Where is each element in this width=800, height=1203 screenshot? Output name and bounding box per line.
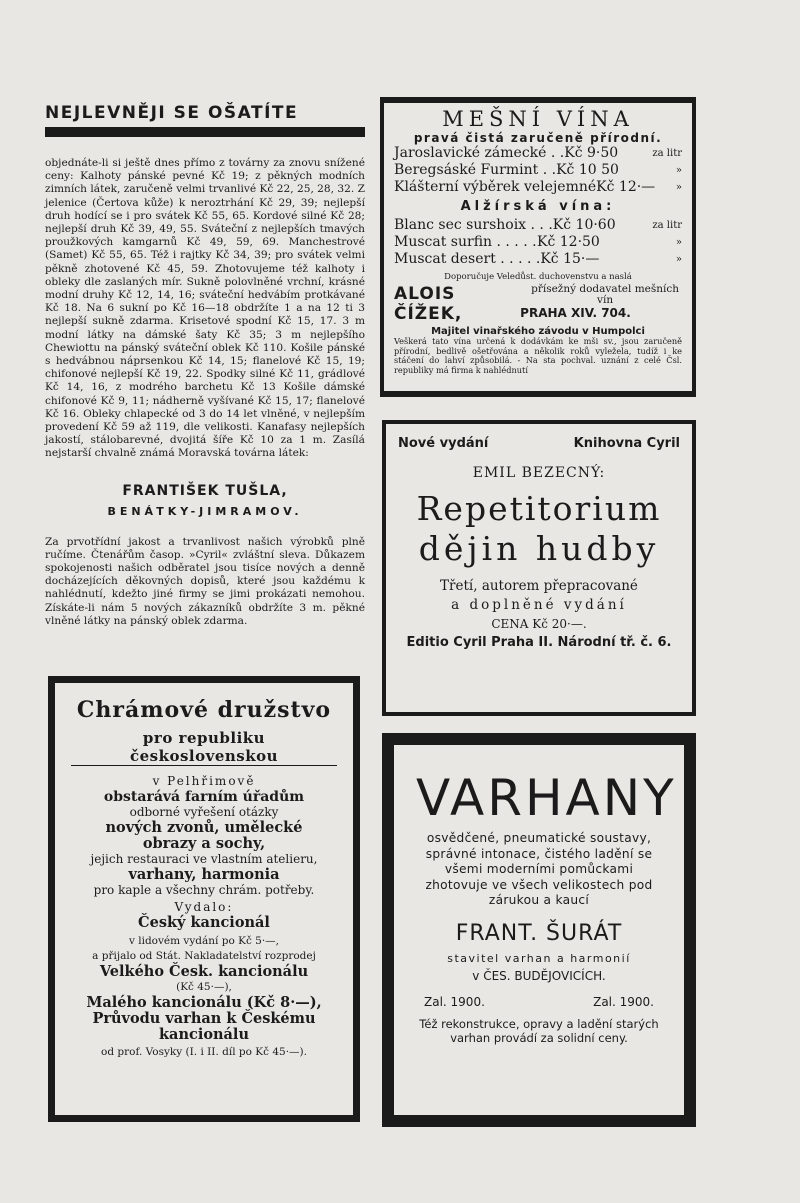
wine-title: MEŠNÍ VÍNA — [442, 107, 634, 131]
wine-city: PRAHA XIV. 704. — [520, 306, 631, 320]
wine-supplier: přísežný dodavatel mešních vín — [531, 283, 680, 306]
wine-seller-block — [394, 284, 682, 324]
church-line: jejich restauraci ve vlastním atelieru, — [90, 852, 318, 866]
church-line: v lidovém vydání po Kč 5·—, — [128, 935, 280, 947]
clothing-footer: Za prvotřídní jakost a trvanlivost našich výrobků plně ručíme. Čtenářům časop. »Cyril« zvláštní sleva. Důkazem spokojenosti našich odběratel jsou tisíce nových a denně docházejících děkovných dopisů, které jsou každému k nahlédnutí, kdežto jiné firmy se jimi prokázati nemohou. Získáte-li nám 5 nových zákazníků obdržíte 3 m. pěkné vlněné látky na pánský oblek zdarma. — [45, 535, 365, 627]
church-title: Chrámové družstvo — [76, 697, 332, 723]
wine-name: Muscat surfin . . . . . — [394, 234, 537, 250]
church-line: Malého kancionálu (Kč 8·—), — [86, 994, 322, 1011]
church-line: a přijalo od Stát. Nakladatelství rozprodej — [92, 950, 316, 962]
clothing-body: objednáte-li si ještě dnes přímo z továrny za znovu snížené ceny: Kalhoty pánské pevné Kč 19; z pěkných modních zimních látek, zaručeně velmi trvanlivé Kč 22, 25, 28, 32. Z jelenice (Čertova kůže) k neroztrhání Kč 29, 39; nejlepší druh hodící se i pro svátek Kč 55, 65. Kordové silné Kč 28; nejlepší druh Kč 39, 49, 55. Sváteční z nejlepších tmavých proužkových kamgarnů Kč 49, 59, 69. Manchestrové (Samet) Kč 55, 65. Též i rajtky Kč 34, 39; pro svátek velmi pěkně zhotovené Kč 45, 59. Zhotovujeme též kalhoty i obleky dle zaslaných mír. Sukně polovlněné vrchní, krásné modní druhy Kč 12, 14, 16; sváteční hedvábím protkávané Kč 18. Na 6 sukní po Kč 16—18 obdržíte 1 a na 12 ti 3 nejlepší sukně zdarma. Krisetové spodní Kč 15, 17. 3 m modní látky na dámské šaty Kč 35; 3 m nejlepšího Chewiottu na pánský sváteční oblek Kč 110. Košile pánské s hedvábnou náprsenkou Kč 14, 15; flanelové Kč 15, 19; chifonové nejlepší Kč 19, 22. Spodky silné Kč 11, grádlové Kč 14, 16, z modrého barchetu Kč 13 Košile dámské chifonové Kč 9, 11; nádherně vyšívané Kč 15, 17; flanelové Kč 16. Obleky chlapecké od 3 do 14 let vlněné, v nejlepším provedení Kč 59 až 119, dle velikosti. Kanafasy nejlepších jakostí, stálobarevné, dvojitá šíře Kč 10 za 1 m. Zasílá nejstarší chvalně známá Moravská továrna látek: — [45, 157, 365, 460]
wine-unit: za litr — [652, 148, 682, 159]
wine-unit: za litr — [652, 220, 682, 231]
heading-rule — [45, 127, 365, 137]
wine-row — [394, 162, 682, 179]
wine-owner: Majitel vinařského závodu v Humpolci — [431, 326, 645, 337]
wine-list-2 — [394, 217, 682, 268]
church-line: Průvodu varhan k Českému — [92, 1010, 316, 1027]
wine-name: Muscat desert . . . . . — [394, 251, 541, 267]
organ-place: v ČES. BUDĚJOVICÍCH. — [472, 968, 606, 983]
church-line: obstarává farním úřadům — [103, 789, 305, 805]
wine-unit: » — [675, 182, 682, 193]
founded-left: Zal. 1900. — [424, 994, 485, 1009]
organ-text-2: Též rekonstrukce, opravy a ladění starých varhan provádí za solidní ceny. — [419, 1016, 659, 1045]
church-line: pro kaple a všechny chrám. potřeby. — [93, 883, 315, 897]
church-subtitle: pro republiku československou — [71, 729, 337, 766]
wine-unit: » — [675, 237, 682, 248]
church-line: od prof. Vosyky (I. i II. díl po Kč 45·—). — [101, 1046, 307, 1058]
wine-unit: » — [675, 254, 682, 265]
wine-section-heading: Alžírská vína: — [460, 199, 616, 214]
organ-maker-name: FRANT. ŠURÁT — [455, 920, 623, 946]
organ-founded — [424, 995, 654, 1009]
book-author: EMIL BEZECNÝ: — [472, 465, 606, 481]
wine-seller-name: ALOIS ČÍŽEK, — [394, 284, 463, 324]
book-publisher: Editio Cyril Praha II. Národní tř. č. 6. — [406, 635, 672, 650]
clothing-ad — [45, 95, 365, 655]
book-edition-line1: Třetí, autorem přepracované — [440, 578, 638, 594]
wine-row — [394, 251, 682, 268]
book-price: CENA Kč 20·—. — [491, 617, 587, 631]
wine-row — [394, 234, 682, 251]
wine-price: Kč 12·— — [596, 179, 656, 195]
wine-price: Kč 15·— — [540, 251, 600, 267]
wine-name: Beregsáské Furmint . . — [394, 162, 557, 178]
church-ad — [48, 676, 360, 1122]
book-header — [398, 436, 680, 451]
wine-row — [394, 179, 682, 196]
church-line: (Kč 45·—), — [176, 981, 232, 993]
wine-recommendation: Doporučuje Veledůst. duchovenstvu a naslá — [444, 272, 632, 282]
book-edition-line2: a doplněné vydání — [451, 597, 627, 613]
wine-price: Kč 10·60 — [552, 217, 616, 233]
clothing-signature-name: FRANTIŠEK TUŠLA, — [122, 482, 288, 499]
clothing-heading: NEJLEVNĚJI SE OŠATÍTE — [45, 103, 299, 123]
wine-row — [394, 217, 682, 234]
organ-text: osvědčené, pneumatické soustavy, správné intonace, čistého ladění se všemi moderními pomůckami zhotovuje ve všech velikostech pod zárukou a kaucí — [425, 831, 653, 907]
wine-list — [394, 145, 682, 196]
founded-right: Zal. 1900. — [593, 994, 654, 1009]
wine-seller-info — [520, 284, 682, 320]
book-title-line2: dějin hudby — [418, 529, 660, 568]
wine-name: Jaroslavické zámecké . . — [394, 145, 565, 161]
church-location: v Pelhřimově — [152, 774, 256, 788]
library-label: Knihovna Cyril — [573, 436, 680, 451]
wine-price: Kč 10 50 — [556, 162, 619, 178]
wine-name: Blanc sec surshoix . . . — [394, 217, 553, 233]
clothing-signature-place: BENÁTKY-JIMRAMOV. — [107, 504, 303, 518]
church-issued: Vydalo: — [174, 900, 234, 914]
wine-ad — [380, 97, 696, 397]
church-line: varhany, harmonia — [128, 866, 280, 883]
church-line: Český kancionál — [138, 914, 270, 931]
church-line: odborné vyřešení otázky — [129, 805, 279, 819]
wine-row — [394, 145, 682, 162]
organ-profession: stavitel varhan a harmonií — [447, 951, 631, 965]
wine-note: Veškerá tato vína určená k dodávkám ke mši sv., jsou zaručeně přírodní, bedlivě ošetřována a několik roků vyležela, tudíž i ke stáčení do lahví způsobilá. - Na sta pochval. uznání z celé Čsl. republiky má firma k nahlédnutí — [394, 336, 682, 375]
wine-price: Kč 9·50 — [564, 145, 619, 161]
book-title-line1: Repetitorium — [416, 489, 662, 528]
new-edition-label: Nové vydání — [398, 436, 489, 451]
church-line: nových zvonů, umělecké — [105, 819, 303, 836]
wine-price: Kč 12·50 — [537, 234, 600, 250]
church-line: obrazy a sochy, — [142, 835, 266, 852]
wine-unit: » — [675, 165, 682, 176]
book-ad — [382, 420, 696, 716]
organ-ad — [382, 733, 696, 1127]
church-line: Velkého Česk. kancionálu — [99, 963, 309, 980]
wine-name: Klášterní výběrek velejemné — [394, 179, 597, 195]
wine-subtitle: pravá čistá zaručeně přírodní. — [413, 131, 663, 145]
church-line: kancionálu — [159, 1026, 249, 1043]
organ-title: VARHANY — [416, 769, 677, 827]
